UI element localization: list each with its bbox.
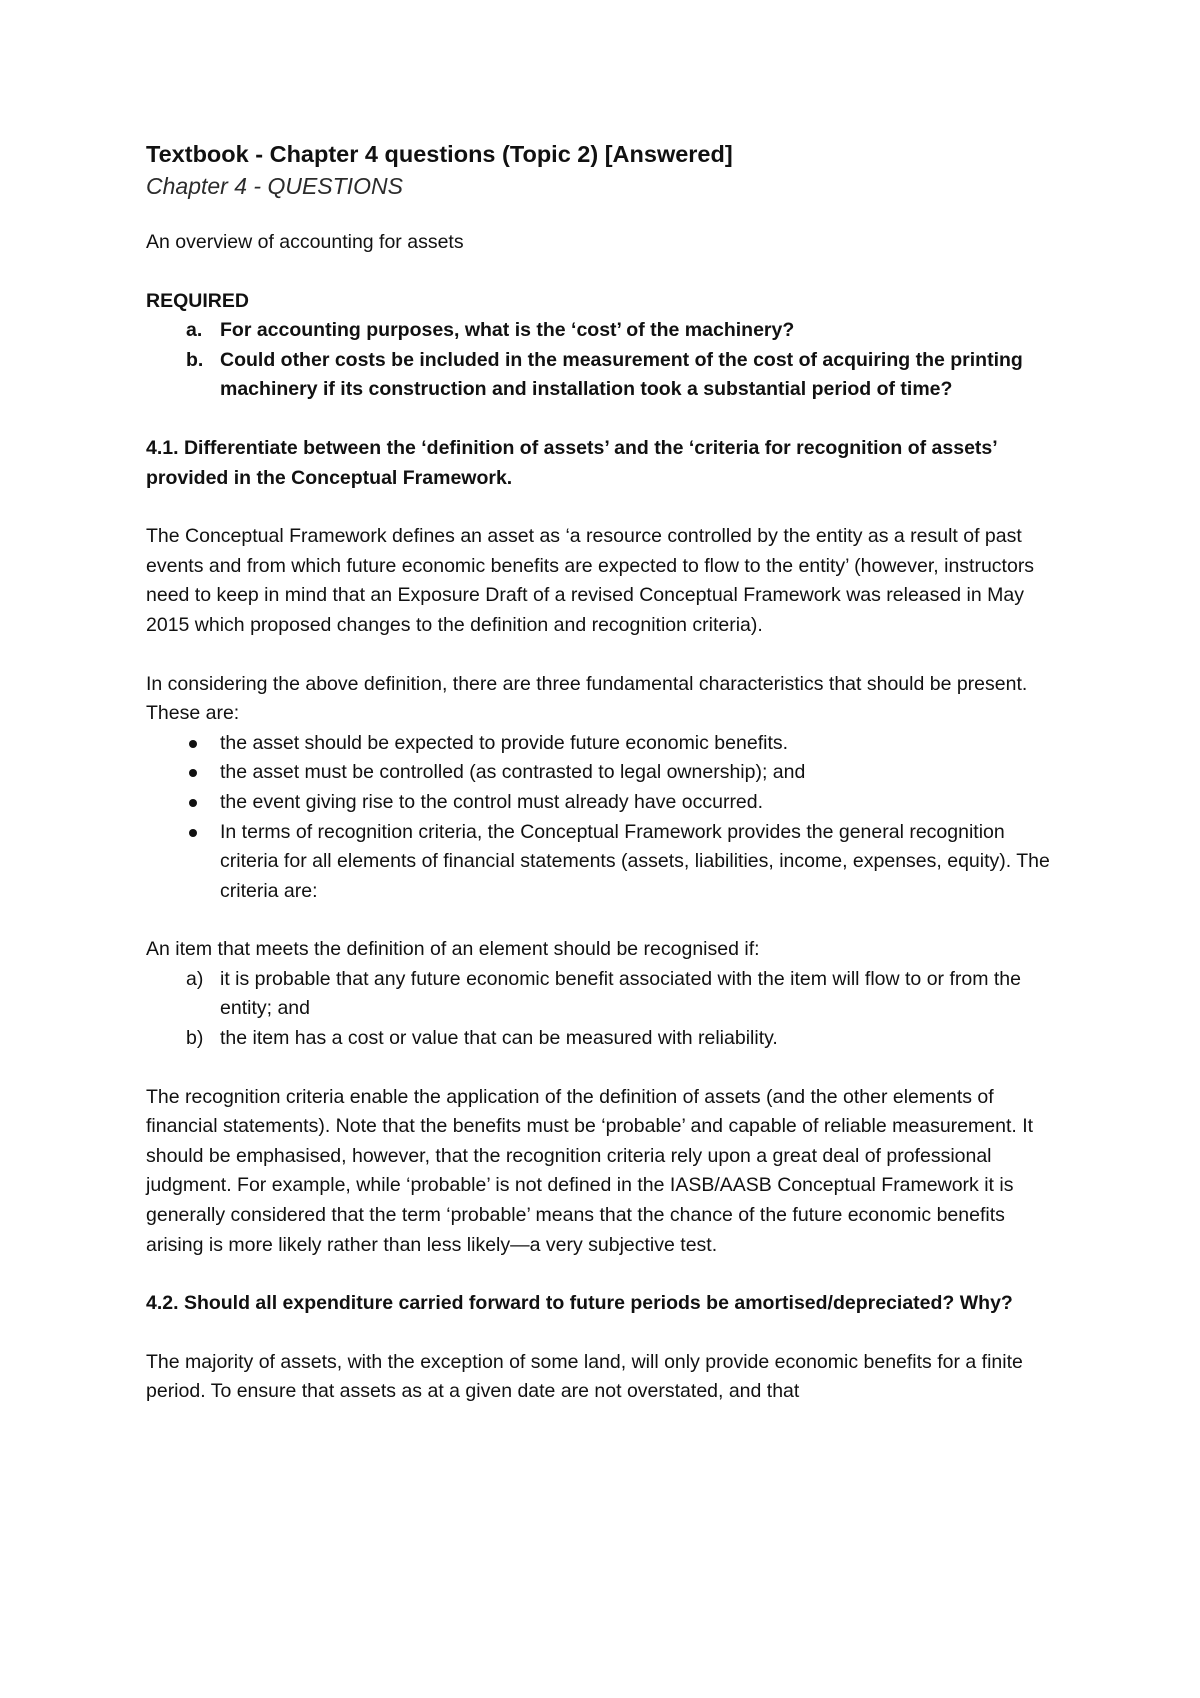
- paragraph: An item that meets the definition of an element should be recognised if:: [146, 938, 760, 961]
- list-item: [146, 818, 1066, 907]
- required-heading: REQUIRED: [146, 289, 249, 312]
- characteristics-list: [146, 729, 1066, 907]
- intro-text: An overview of accounting for assets: [146, 231, 464, 253]
- bullet-icon: [189, 829, 197, 837]
- list-item-text: In terms of recognition criteria, the Conceptual Framework provides the general recognition criteria for all elements of financial statements (assets, liabilities, income, expenses, equity). The criteria are:: [220, 820, 1050, 902]
- list-item: [146, 1024, 1066, 1054]
- bullet-icon: [189, 740, 197, 748]
- criteria-list: [146, 965, 1066, 1054]
- document-subtitle: Chapter 4 - QUESTIONS: [146, 173, 403, 199]
- list-marker: a.: [186, 319, 203, 342]
- document-title: Textbook - Chapter 4 questions (Topic 2) [Answered]: [146, 141, 733, 167]
- list-item: [146, 346, 1066, 405]
- paragraph: In considering the above definition, there are three fundamental characteristics that should be present. These are:: [146, 672, 1028, 725]
- list-item: [146, 316, 1066, 346]
- document-page: [146, 138, 1066, 1407]
- bullet-icon: [189, 799, 197, 807]
- list-item-text: the asset must be controlled (as contrasted to legal ownership); and: [220, 761, 806, 784]
- list-item-text: Could other costs be included in the measurement of the cost of acquiring the printing machinery if its construction and installation took a substantial period of time?: [220, 348, 1023, 401]
- question-4-1-heading: 4.1. Differentiate between the ‘definition of assets’ and the ‘criteria for recognition of assets’ provided in the Conceptual Framework.: [146, 436, 997, 489]
- paragraph: The recognition criteria enable the application of the definition of assets (and the other elements of financial statements). Note that the benefits must be ‘probable’ and capable of reliable measurement. It should be emphasised, however, that the recognition criteria rely upon a great deal of professional judgment. For example, while ‘probable’ is not defined in the IASB/AASB Conceptual Framework it is generally considered that the term ‘probable’ means that the chance of the future economic benefits arising is more likely rather than less likely—a very subjective test.: [146, 1085, 1034, 1256]
- list-item-text: it is probable that any future economic benefit associated with the item will flow to or from the entity; and: [220, 967, 1021, 1020]
- paragraph: The Conceptual Framework defines an asset as ‘a resource controlled by the entity as a result of past events and from which future economic benefits are expected to flow to the entity’ (however, instructors need to keep in mind that an Exposure Draft of a revised Conceptual Framework was released in May 2015 which proposed changes to the definition and recognition criteria).: [146, 525, 1035, 636]
- list-item-text: the asset should be expected to provide future economic benefits.: [220, 731, 789, 754]
- required-list: [146, 316, 1066, 405]
- list-item: [146, 729, 1066, 759]
- list-marker: b): [186, 1027, 204, 1050]
- list-marker: b.: [186, 348, 204, 371]
- list-item: [146, 965, 1066, 1024]
- paragraph: The majority of assets, with the exception of some land, will only provide economic benefits for a finite period. To ensure that assets as at a given date are not overstated, and that: [146, 1350, 1023, 1403]
- bullet-icon: [189, 769, 197, 777]
- list-item: [146, 788, 1066, 818]
- list-item: [146, 758, 1066, 788]
- list-item-text: For accounting purposes, what is the ‘cost’ of the machinery?: [220, 319, 795, 342]
- question-4-2-heading: 4.2. Should all expenditure carried forward to future periods be amortised/depreciated? Why?: [146, 1292, 1013, 1315]
- list-item-text: the item has a cost or value that can be measured with reliability.: [220, 1027, 778, 1050]
- list-marker: a): [186, 967, 204, 990]
- list-item-text: the event giving rise to the control must already have occurred.: [220, 790, 764, 813]
